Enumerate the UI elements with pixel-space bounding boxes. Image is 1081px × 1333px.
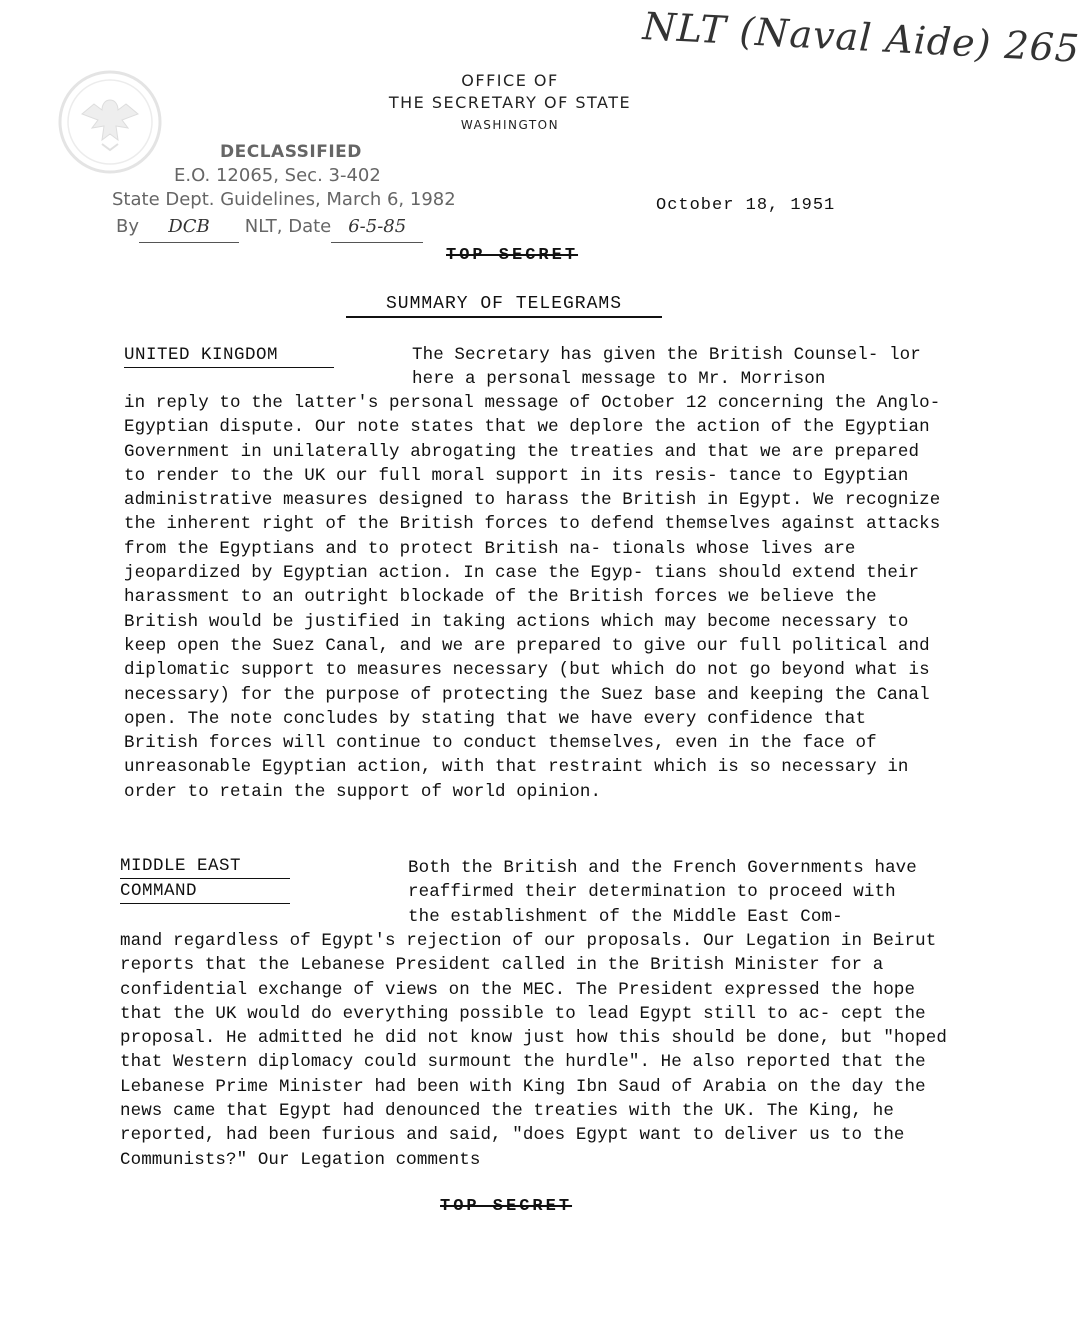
heading-line-1: MIDDLE EAST xyxy=(120,854,290,879)
classification-marking-top: TOP SECRET xyxy=(446,246,579,265)
section-middle-east-opening: Both the British and the French Governments have reaffirmed their determination to proceed with the establishment of the Middle East Com- xyxy=(408,858,917,927)
letterhead xyxy=(360,70,660,136)
heading-line-2: COMMAND xyxy=(120,879,290,904)
declassified-order: E.O. 12065, Sec. 3-402 xyxy=(174,165,381,186)
declassified-guidelines: State Dept. Guidelines, March 6, 1982 xyxy=(112,189,456,210)
section-middle-east-body: mand regardless of Egypt's rejection of our proposals. Our Legation in Beirut reports that the Lebanese President called in the British Minister for a confidential exchange of views on the MEC. The President expressed the hope that the UK would do everything possible to lead Egypt still to ac- cept the proposal. He admitted he did not know just how this should be done, but "hoped that Western diplomacy could surmount the hurdle". He also reported that the Lebanese Prime Minister had been with King Ibn Saud of Arabia on the day the news came that Egypt had denounced the treaties with the UK. The King, he reported, had been furious and said, "does Egypt want to deliver us to the Communists?" Our Legation comments xyxy=(120,931,947,1170)
declassified-date: 6-5-85 xyxy=(331,212,423,243)
letterhead-secretary: THE SECRETARY OF STATE xyxy=(388,93,632,112)
letterhead-office: OFFICE OF xyxy=(461,71,559,90)
document-title: SUMMARY OF TELEGRAMS xyxy=(346,294,662,318)
nlt-date-label: NLT, Date xyxy=(244,216,332,237)
section-heading-united-kingdom xyxy=(124,343,334,368)
letterhead-city: WASHINGTON xyxy=(460,118,560,132)
classification-marking-bottom: TOP SECRET xyxy=(440,1197,573,1216)
declassified-signature-line xyxy=(116,212,472,243)
declassified-title: DECLASSIFIED xyxy=(220,142,362,162)
by-label: By xyxy=(116,216,140,237)
handwritten-note: NLT (Naval Aide) 265 xyxy=(641,4,1081,71)
section-heading-middle-east-command xyxy=(120,854,290,904)
declassification-stamp xyxy=(112,140,472,243)
by-initials: DCB xyxy=(139,212,239,243)
section-united-kingdom-body: in reply to the latter's personal message of October 12 concerning the Anglo-Egyptian dispute. Our note states that we deplore the action of the Egyptian Government in unilaterally abrogating the treaties and that we are prepared to render to the UK our full moral support in its resis- tance to Egyptian administrative measures designed to harass the British in Egypt. We recognize the inherent right of the British forces to defend themselves against attacks from the Egyptians and to protect British na- tionals whose lives are jeopardized by Egyptian action. In case the Egyp- tians should extend their harassment to an outright blockade of the British forces we believe the British would be justified in taking actions which may become necessary to keep open the Suez Canal, and we are prepared to give our full political and diplomatic support to measures necessary (but which do not go beyond what is necessary) for the purpose of protecting the Suez base and keeping the Canal open. The note concludes by stating that we have every confidence that British forces will continue to conduct themselves, even in the face of unreasonable Egyptian action, with that restraint which is so necessary in order to retain the support of world opinion. xyxy=(124,393,941,802)
section-united-kingdom-opening: The Secretary has given the British Counsel- lor here a personal message to Mr. Morrison xyxy=(412,345,921,390)
document-date: October 18, 1951 xyxy=(656,196,836,215)
heading-text: UNITED KINGDOM xyxy=(124,343,334,368)
